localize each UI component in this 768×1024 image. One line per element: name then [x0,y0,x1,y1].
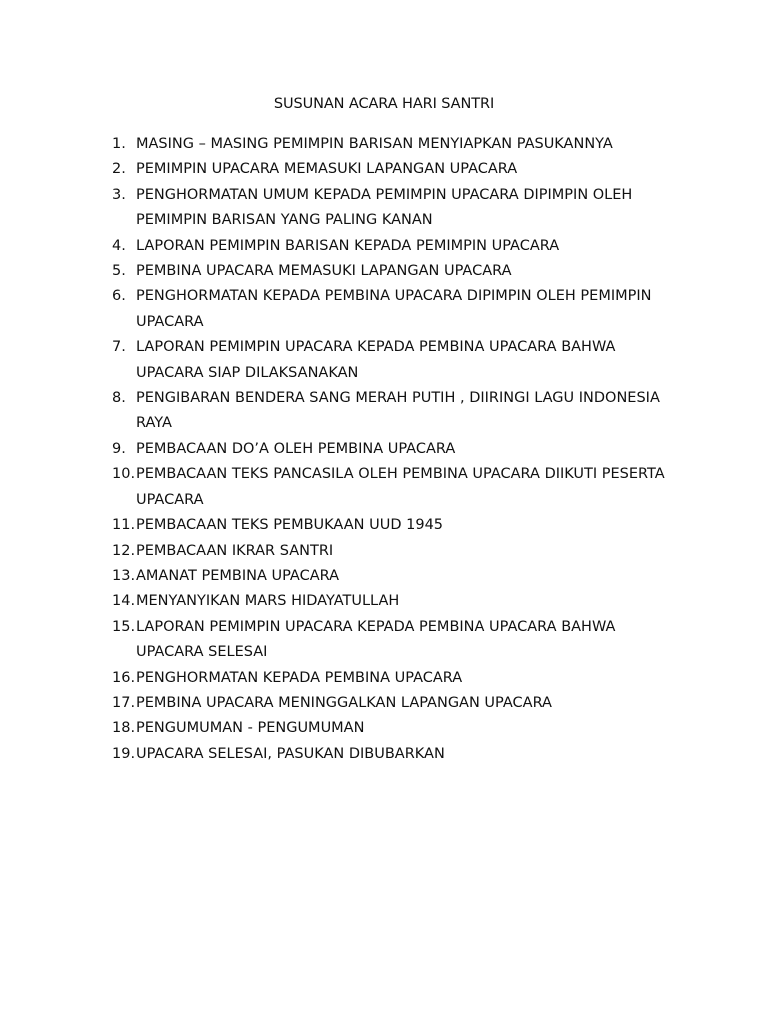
list-item [112,462,682,513]
item-text: PEMBACAAN IKRAR SANTRI [136,542,334,559]
list-item [112,386,682,437]
list-item [112,564,682,589]
list-item [112,742,682,767]
item-text: AMANAT PEMBINA UPACARA [136,567,340,584]
item-text: PENGUMUMAN - PENGUMUMAN [136,720,365,737]
item-number: 13. [112,567,136,584]
item-text: PENGHORMATAN UMUM KEPADA PEMIMPIN UPACARA DIPIMPIN OLEH PEMIMPIN BARISAN YANG PALING KANAN [136,186,633,229]
item-number: 6. [112,288,126,305]
list-item [112,437,682,462]
list-item [112,513,682,538]
item-number: 18. [112,720,136,737]
list-item [112,183,682,234]
item-number: 1. [112,136,126,152]
list-item [112,589,682,614]
item-text: PENGIBARAN BENDERA SANG MERAH PUTIH , DIIRINGI LAGU INDONESIA RAYA [136,390,660,432]
item-text: PENGHORMATAN KEPADA PEMBINA UPACARA DIPIMPIN OLEH PEMIMPIN UPACARA [136,288,652,330]
item-number: 7. [112,339,126,356]
item-number: 2. [112,161,126,178]
item-text: MENYANYIKAN MARS HIDAYATULLAH [136,593,400,610]
item-text: PEMBINA UPACARA MENINGGALKAN LAPANGAN UPACARA [136,694,552,711]
list-item [112,539,682,564]
item-number: 14. [112,593,136,610]
item-number: 12. [112,542,136,559]
list-item [112,132,682,157]
item-number: 16. [112,669,136,686]
item-text: MASING – MASING PEMIMPIN BARISAN MENYIAPKAN PASUKANNYA [136,136,613,152]
item-text: PEMBACAAN TEKS PEMBUKAAN UUD 1945 [136,517,444,534]
item-text: LAPORAN PEMIMPIN BARISAN KEPADA PEMIMPIN UPACARA [136,237,560,254]
list-item [112,615,682,666]
list-item [112,691,682,716]
item-number: 15. [112,618,136,635]
list-item [112,259,682,284]
list-item [112,716,682,741]
agenda-list [112,132,682,767]
item-text: PEMIMPIN UPACARA MEMASUKI LAPANGAN UPACARA [136,161,518,178]
item-text: LAPORAN PEMIMPIN UPACARA KEPADA PEMBINA UPACARA BAHWA UPACARA SELESAI [136,618,616,661]
list-item [112,666,682,691]
list-item [112,157,682,182]
item-number: 19. [112,745,136,762]
item-text: PEMBACAAN TEKS PANCASILA OLEH PEMBINA UPACARA DIIKUTI PESERTA UPACARA [136,466,665,508]
page-title: SUSUNAN ACARA HARI SANTRI [273,96,495,112]
item-number: 3. [112,186,126,203]
item-number: 11. [112,517,136,534]
item-number: 5. [112,263,126,280]
item-text: PEMBACAAN DO’A OLEH PEMBINA UPACARA [136,440,456,457]
item-text: PEMBINA UPACARA MEMASUKI LAPANGAN UPACARA [136,263,512,280]
list-item [112,234,682,259]
list-item [112,284,682,335]
item-number: 9. [112,440,126,457]
item-text: UPACARA SELESAI, PASUKAN DIBUBARKAN [136,745,445,762]
list-item [112,335,682,386]
item-number: 8. [112,390,126,407]
item-text: PENGHORMATAN KEPADA PEMBINA UPACARA [136,669,463,686]
item-number: 10. [112,466,136,483]
item-number: 17. [112,694,136,711]
item-number: 4. [112,237,126,254]
item-text: LAPORAN PEMIMPIN UPACARA KEPADA PEMBINA UPACARA BAHWA UPACARA SIAP DILAKSANAKAN [136,339,616,381]
